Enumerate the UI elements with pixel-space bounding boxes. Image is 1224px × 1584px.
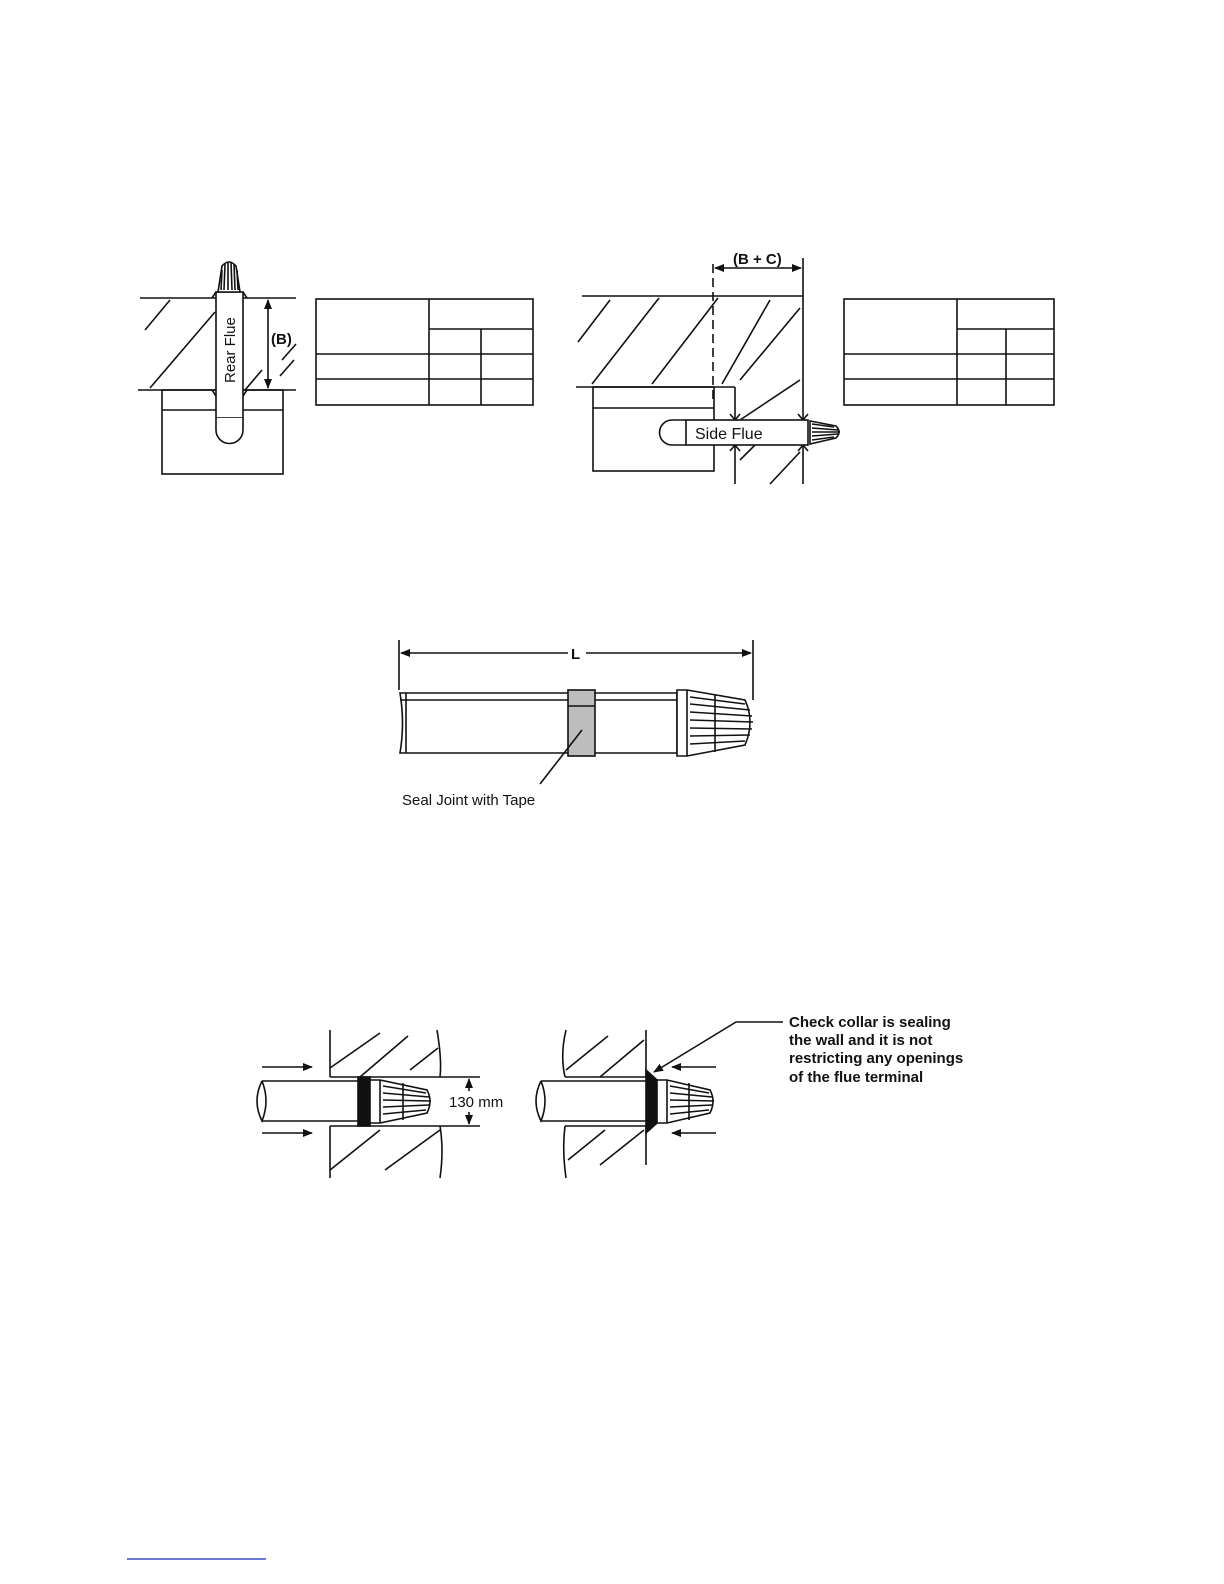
seal-joint-label: Seal Joint with Tape [402,792,536,809]
flue-rounded-end [216,418,243,444]
rear-terminal-icon [218,262,240,292]
collar-check-note [789,1014,963,1086]
side-flue-diagram [576,258,840,484]
note-line-3: restricting any openings [789,1050,964,1067]
note-line-1: Check collar is sealing [789,1014,951,1031]
table-2 [844,299,1054,405]
table-1 [316,299,533,405]
rear-flue-diagram [138,262,296,474]
rear-flue-label: Rear Flue [222,317,239,383]
flue-pipe [400,693,677,753]
side-flue-label: Side Flue [695,426,763,443]
length-label: L [571,646,581,663]
side-terminal-icon [810,421,840,444]
note-line-2: the wall and it is not [789,1032,933,1049]
terminal-icon [677,690,753,756]
collar [646,1070,657,1133]
dim-130mm-label: 130 mm [449,1094,504,1111]
note-leader-line [654,1022,783,1072]
dim-b-label: (B) [271,331,292,348]
dim-bc-label: (B + C) [733,251,782,268]
flue-pipe [541,1081,650,1121]
note-line-4: of the flue terminal [789,1069,924,1086]
wall-hatching [578,298,800,484]
flue-pipe [262,1081,360,1121]
terminal-fitting-diagram-left [257,1030,480,1178]
seal-tape [568,690,595,756]
terminal-icon [370,1080,431,1123]
terminal-icon [657,1080,714,1123]
collar [358,1077,370,1126]
terminal-fitting-diagram-right [536,1022,783,1178]
